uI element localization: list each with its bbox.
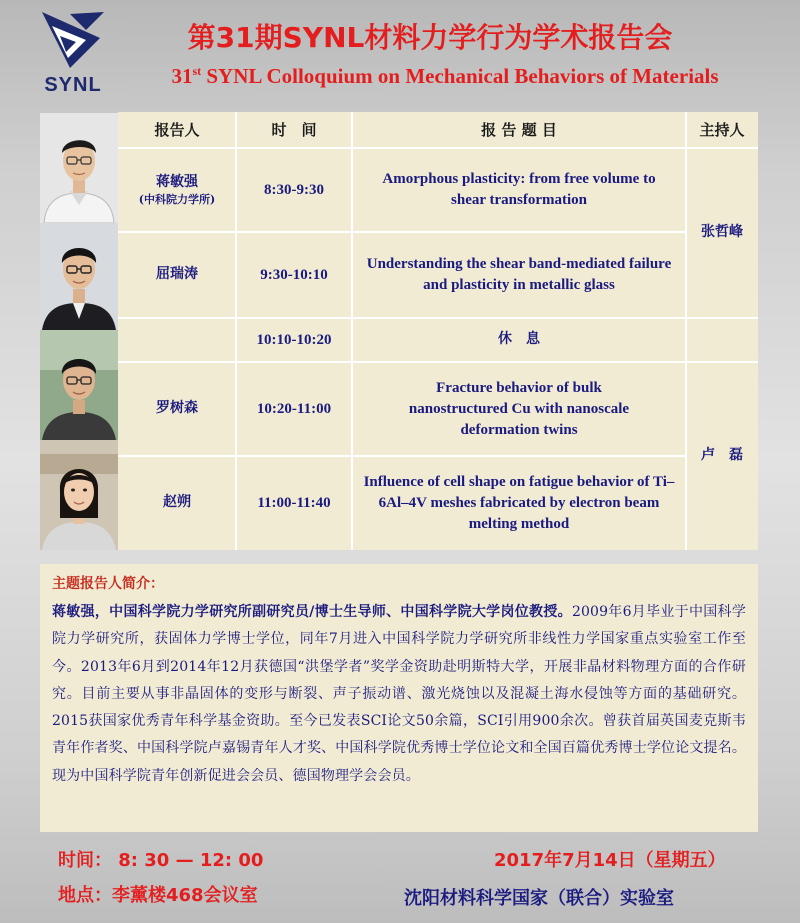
table-row-2-title: Understanding the shear band-mediated failure and plasticity in metallic glass xyxy=(366,256,672,293)
grid-line xyxy=(235,112,237,550)
title-english xyxy=(125,64,765,89)
speaker-affiliation: (中科院力学所) xyxy=(138,193,216,207)
speaker-photo-2 xyxy=(40,223,118,330)
grid-line xyxy=(685,112,687,550)
intro-text: 2009年6月毕业于中国科学院力学研究所，获固体力学博士学位，同年7月进入中国科学院力学研究所非线性力学国家重点实验室工作至今。2013年6月到2014年12月获德国“洪堡学者”奖学金资助赴明斯特大学，开展非晶材料物理方面的合作研究。目前主要从事非晶固体的变形与断裂、声子振动谱、激光烧蚀以及混凝土海水侵蚀等方面的基础研究。2015获国家优秀青年科学基金资助。至今已发表SCI论文50余篇，SCI引用900余次。曾获首届英国麦克斯韦青年作者奖、中国科学院卢嘉锡青年人才奖、中国科学院优秀博士学位论文和全国百篇优秀博士学位论文提名。现为中国科学院青年创新促进会会员、德国物理学会会员。 xyxy=(52,604,746,784)
synl-logo xyxy=(40,8,106,94)
table-row-5-title: Influence of cell shape on fatigue behavior of Ti–6Al–4V meshes fabricated by electron beam melting method xyxy=(363,473,675,532)
grid-line xyxy=(351,112,353,550)
table-row-4-title: Fracture behavior of bulk nanostructured Cu with nanoscale deformation twins xyxy=(408,379,630,438)
portrait-icon xyxy=(40,223,118,330)
grid-line xyxy=(118,317,758,319)
table-row-3-time: 10:10-10:20 xyxy=(256,331,332,348)
portrait-icon xyxy=(40,440,118,550)
synl-logo-icon xyxy=(40,8,106,72)
event-time: 时间： 8: 30 — 12: 00 xyxy=(58,850,264,871)
host-2: 卢 磊 xyxy=(701,447,743,464)
table-row-2-time: 9:30-10:10 xyxy=(260,266,328,283)
grid-line xyxy=(118,147,758,149)
speaker-name: 蒋敏强 xyxy=(155,173,198,190)
table-row-1-title: Amorphous plasticity: from free volume to shear transformation xyxy=(382,171,656,208)
table-row-5-time: 11:00-11:40 xyxy=(257,494,331,511)
table-row-3-title: 休 息 xyxy=(498,331,540,348)
table-row-1-time: 8:30-9:30 xyxy=(264,181,324,198)
host-1: 张哲峰 xyxy=(701,224,743,241)
title-chinese: 第31期SYNL材料力学行为学术报告会 xyxy=(187,21,673,54)
grid-line xyxy=(118,361,758,363)
col-header-time: 时 间 xyxy=(271,120,317,139)
logo-text: SYNL xyxy=(44,74,102,96)
grid-line xyxy=(118,231,686,233)
col-header-speaker: 报告人 xyxy=(154,120,200,139)
intro-lead: 蒋敏强，中国科学院力学研究所副研究员/博士生导师、中国科学院大学岗位教授。 xyxy=(52,604,572,620)
speaker-intro xyxy=(40,564,758,832)
event-date: 2017年7月14日（星期五） xyxy=(494,850,726,871)
table-row-1-speaker xyxy=(118,148,236,232)
speaker-photo-1 xyxy=(40,113,118,223)
col-header-title: 报 告 题 目 xyxy=(481,120,557,139)
title-en-suffix: st xyxy=(192,64,202,78)
title-en-number: 31 xyxy=(171,64,193,88)
title-en-rest: SYNL Colloquium on Mechanical Behaviors of Materials xyxy=(201,64,719,88)
portrait-icon xyxy=(40,330,118,440)
intro-heading: 主题报告人简介： xyxy=(52,576,164,592)
intro-body xyxy=(52,599,746,790)
table-row-4-time: 10:20-11:00 xyxy=(256,400,332,417)
grid-line xyxy=(118,455,686,457)
table-row-5-speaker: 赵朔 xyxy=(163,494,191,511)
col-header-host: 主持人 xyxy=(699,120,745,139)
speaker-photo-3 xyxy=(40,330,118,440)
table-row-4-speaker: 罗树森 xyxy=(156,400,198,417)
table-row-2-speaker: 屈瑞涛 xyxy=(156,266,198,283)
portrait-icon xyxy=(40,113,118,223)
event-place: 地点：李薰楼468会议室 xyxy=(58,885,258,906)
speaker-photo-4 xyxy=(40,440,118,550)
organizer: 沈阳材料科学国家（联合）实验室 xyxy=(404,888,674,909)
